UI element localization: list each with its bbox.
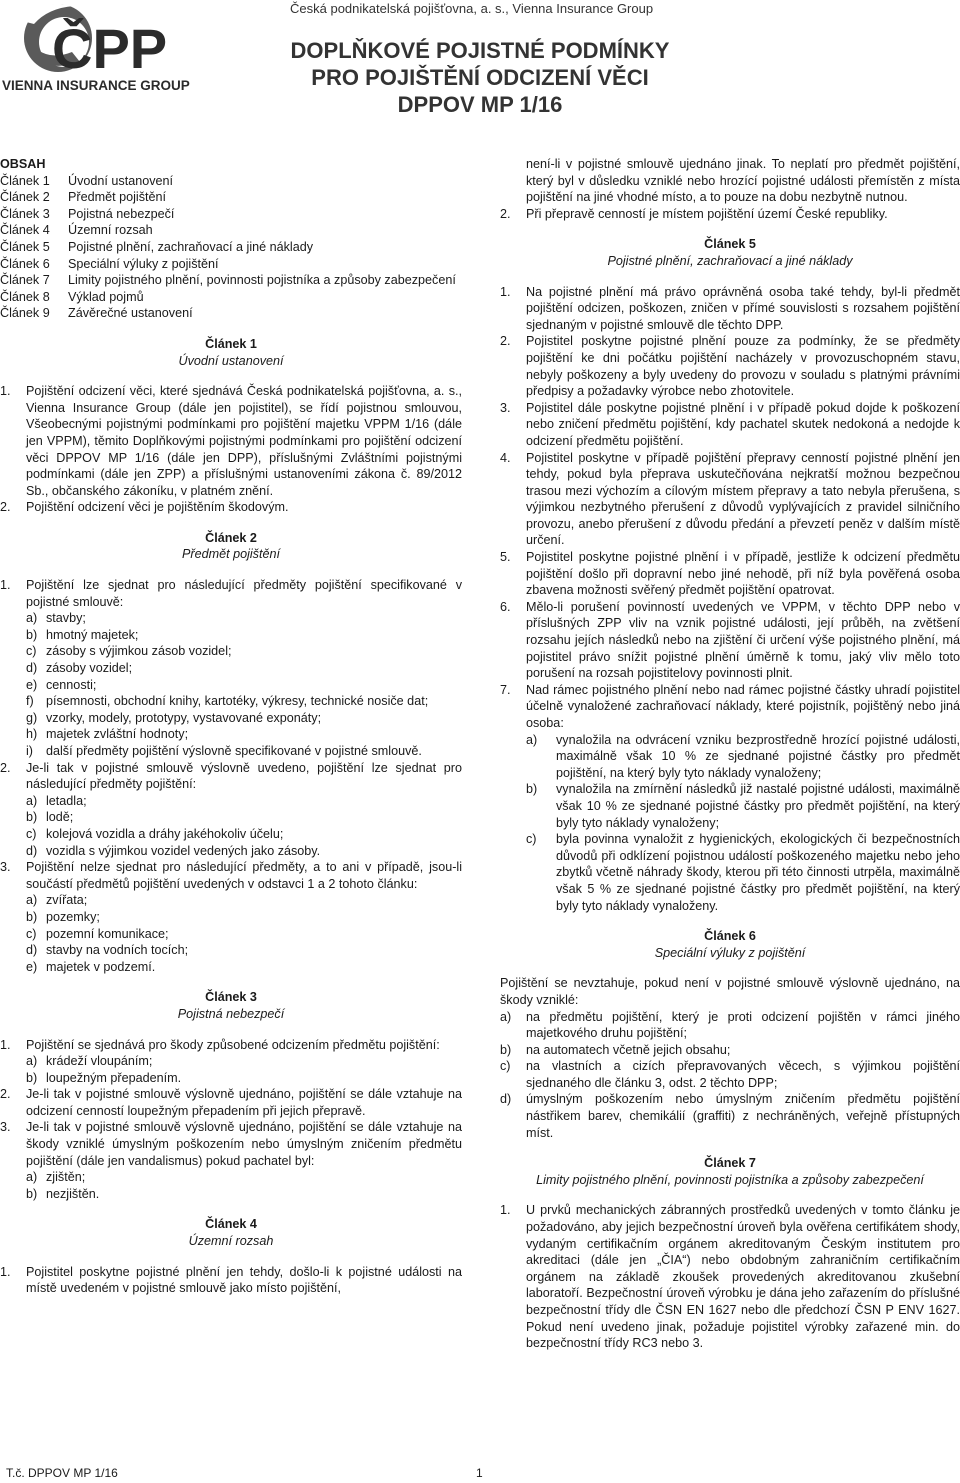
list-item: 6. Mělo-li porušení povinností uvedených ve VPPM, v těchto DPP nebo v příslušných ZPP vliv na vznik pojistné události, její průběh, na zvětšení rozsahu jejích následků nebo na zjištění či určení výše pojistného plnění, má pojistitel právo snížit pojistné plnění úměrně k tomu, jaký vliv mělo toto porušení na rozsah pojistitelovy povinnosti plnit. [500, 599, 960, 681]
toc-row: Článek 5 Pojistné plnění, zachraňovací a jiné náklady [0, 239, 314, 254]
article-subtitle: Úvodní ustanovení [178, 353, 284, 368]
article-subtitle: Předmět pojištění [181, 547, 280, 562]
sub-list [0, 610, 462, 759]
list-item: a) zvířata; [26, 893, 88, 908]
list-item: b) hmotný majetek; [26, 627, 139, 642]
list-item: b) nezjištěn. [26, 1186, 100, 1201]
list-item: d) stavby na vodních tocích; [26, 943, 189, 958]
article-number: Článek 3 [205, 990, 257, 1005]
sub-list [500, 732, 960, 915]
list-item: b) loupežným přepadením. [26, 1070, 182, 1085]
sub-list [0, 793, 462, 859]
article-5-list [500, 284, 960, 732]
list-item: a) letadla; [26, 793, 87, 808]
company-name: Česká podnikatelská pojišťovna, a. s., Vienna Insurance Group [290, 1, 654, 16]
list-item: c) zásoby s výjimkou zásob vozidel; [26, 644, 232, 659]
article-number: Článek 1 [205, 336, 257, 351]
toc-row: Článek 2 Předmět pojištění [0, 190, 167, 205]
list-item: 1. Na pojistné plnění má právo oprávněná osoba také tehdy, byl-li předmět pojištění odcizen, poškozen, zničen v přímé souvislosti s rozsahem pojištění sjednaným v pojistné smlouvě dle těchto DPP. [500, 284, 960, 332]
logo-text: ČPP [52, 17, 168, 80]
toc-row: Článek 3 Pojistná nebezpečí [0, 206, 175, 221]
toc-heading: OBSAH [0, 157, 46, 171]
list-item: a) krádeží vloupáním; [26, 1054, 153, 1069]
toc-row: Článek 1 Úvodní ustanovení [0, 173, 174, 188]
title-line-1: DOPLŇKOVÉ POJISTNÉ PODMÍNKY [290, 38, 670, 63]
company-logo [0, 0, 200, 96]
list-item: d) úmyslným poškozením nebo úmyslným zničením předmětu pojištění nástřikem barev, chemikálií (graffiti) z nechráněných, veřejně přístupných míst. [500, 1092, 960, 1140]
list-item: 5. Pojistitel poskytne pojistné plnění i v případě, jestliže k odcizení předmětu pojištění došlo při dopravní nebo jiné nehodě, při níž byla pověřená osoba zbavena možnosti svěřený předmět pojištění opatrovat. [500, 550, 960, 598]
list-item: e) majetek v podzemí. [26, 959, 156, 974]
list-item: 1. Pojištění odcizení věci, které sjednává Česká podnikatelská pojišťovna, a. s., Vienna Insurance Group (dále jen pojistitel), se řídí pojistnou smlouvou, Všeobecnými pojistnými podmínkami pro pojištění majetku VPPM 1/16 (dále jen VPPM), těmito Doplňkovými pojistnými podmínkami pro pojištění odcizení věci DPPOV MP 1/16 (dále jen DPP), příslušnými Zvláštními pojistnými podmínkami (dále jen ZPP) a příslušnými ustanoveními zákona č. 89/2012 Sb., občanského zákoníku, v platném znění. [0, 384, 462, 498]
article-subtitle: Pojistné plnění, zachraňovací a jiné náklady [607, 253, 853, 268]
article-subtitle: Pojistná nebezpečí [177, 1006, 285, 1021]
list-item: 2. Je-li tak v pojistné smlouvě výslovně uvedeno, pojištění lze sjednat pro následující předměty pojištění: [0, 760, 462, 792]
list-item: b) lodě; [26, 810, 74, 825]
paragraph: Pojištění se nevztahuje, pokud není v pojistné smlouvě výslovně ujednáno, na škody vzniklé: [500, 976, 960, 1007]
list-item: e) cennosti; [26, 677, 97, 692]
left-column [0, 156, 462, 1297]
list-item: b) pozemky; [26, 909, 100, 924]
article-subtitle: Limity pojistného plnění, povinnosti pojistníka a způsoby zabezpečení [536, 1172, 924, 1187]
list-item: a) zjištěn; [26, 1170, 86, 1185]
logo-subtitle: VIENNA INSURANCE GROUP [2, 78, 190, 93]
article-6-header [500, 928, 960, 961]
article-4-header [0, 1216, 462, 1249]
list-item: g) vzorky, modely, prototypy, vystavované exponáty; [26, 710, 322, 725]
toc-row: Článek 9 Závěrečné ustanovení [0, 306, 193, 321]
list-item: c) kolejová vozidla a dráhy jakéhokoliv účelu; [26, 826, 284, 841]
list-item: c) byla povinna vynaložit z hygienických, ekologických či bezpečnostních důvodů při odklízení pojistnou událostí poškozeného majetku nebo jeho zbytků včetně náhrady škody, kterou při této činnosti utrpěla, maximálně však 5 % ze sjednané pojistné částky pro předmět pojištění, na který byly tyto náklady vynaloženy. [526, 832, 960, 913]
list-item: d) zásoby vozidel; [26, 661, 133, 676]
list-item: f) písemnosti, obchodní knihy, kartotéky, výkresy, technické nosiče dat; [26, 694, 429, 709]
list-item: b) vynaložila na zmírnění následků již nastalé pojistné události, maximálně však 10 % ze sjednané pojistné částky pro předmět pojištění, na který byly tyto náklady vynaloženy; [526, 782, 960, 830]
list-item: d) vozidla s výjimkou vozidel vedených jako zásoby. [26, 843, 321, 858]
right-column [500, 156, 960, 1352]
list-item: 2. Pojištění odcizení věci je pojištěním škodovým. [0, 500, 289, 515]
list-item: 1. Pojištění se sjednává pro škody způsobené odcizením předmětu pojištění: [0, 1037, 440, 1052]
article-number: Článek 7 [704, 1156, 756, 1171]
toc-row: Článek 7 Limity pojistného plnění, povinnosti pojistníka a způsoby zabezpečení [0, 273, 456, 288]
page-number: 1 [476, 1466, 483, 1480]
list-item: h) majetek zvláštní hodnoty; [26, 727, 189, 742]
article-6-list [500, 1009, 960, 1142]
list-item: c) pozemní komunikace; [26, 926, 169, 941]
list-item: 4. Pojistitel poskytne v případě pojištění přepravy cenností pojistné plnění jen tehdy, pokud byla přeprava uskutečňována nejkratší možnou bezpečnou trasou mezi výchozím a cílovým místem přepravy a tato nebyla přerušena, s výjimkou nezbytného přerušení z důvodů vyplývajících z pravidel silničního provozu, anebo přerušení z důvodu předání a převzetí peněz v dalším místě určení. [500, 450, 960, 548]
list-item: 1. U prvků mechanických zábranných prostředků uvedených v tomto článku je požadováno, aby jejich bezpečnostní úroveň byla ověřena certifikátem shody, vydaným certifikačním orgánem akreditovaným Českým institutem pro akreditaci (dále jen „ČIA“) nebo obdobným zahraničním certifikačním orgánem na základě zkoušek provedených akreditovanou zkušební laboratoří. Bezpečnostní úroveň výrobku je dána jeho zařazením do příslušné bezpečnostní třídy dle ČSN EN 1627 nebo dle předchozí ČSN P ENV 1627. Pokud není uvedeno jinak, požaduje pojistitel výrobky zařazené min. do bezpečnostní třídy RC3 nebo 3. [500, 1203, 960, 1351]
list-item: a) na předmětu pojištění, který je proti odcizení pojištěn v rámci jiného majetkového druhu pojištění; [500, 1009, 960, 1041]
sub-list [0, 1169, 462, 1202]
document-title [290, 37, 670, 118]
article-7-list [500, 1202, 960, 1351]
article-3-header [0, 989, 462, 1022]
list-item: a) stavby; [26, 611, 86, 626]
list-item: i) další předměty pojištění výslovně specifikované v pojistné smlouvě. [26, 744, 422, 758]
list-item: 3. Je-li tak v pojistné smlouvě výslovně ujednáno, pojištění se dále vztahuje na škody vzniklé úmyslným poškozením nebo úmyslným zničením předmětu pojištění (dále jen vandalismus) pokud pachatel byl: [0, 1120, 462, 1168]
table-of-contents [0, 173, 462, 322]
article-number: Článek 5 [704, 237, 756, 252]
list-item: 2. Pojistitel poskytne pojistné plnění pouze za podmínky, že se předměty pojištění ke dni počátku pojištění nacházely v provozuschopném stavu, nebyly poškozeny a byly uvedeny do provozu v souladu s platnými právními předpisy a požadavky výrobce nebo zhotovitele. [500, 334, 960, 399]
list-item: b) na automatech včetně jejich obsahu; [500, 1042, 731, 1057]
article-number: Článek 6 [704, 929, 756, 944]
toc-row: Článek 8 Výklad pojmů [0, 289, 144, 304]
list-item: 2. Je-li tak v pojistné smlouvě výslovně ujednáno, pojištění se dále vztahuje na odcizení cenností loupežným přepadením při jejich přepravě. [0, 1087, 462, 1118]
list-item: c) na vlastních a cizích přepravovaných věcech, s výjimkou pojištění sjednaného dle článku 3, odst. 2 těchto DPP; [500, 1059, 960, 1090]
toc-row: Článek 4 Územní rozsah [0, 223, 153, 238]
list-item: 3. Pojistitel dále poskytne pojistné plnění i v případě pokud dojde k poškození nebo zničení předmětu pojištění, kdy pachatel skutek nedokoná a nedojde k odcizení předmětu pojištění. [500, 400, 960, 448]
list-item: 1. Pojistitel poskytne pojistné plnění jen tehdy, došlo-li k pojistné události na místě uvedeném v pojistné smlouvě jako místo pojištění, [0, 1264, 462, 1296]
list-item-continued: není-li v pojistné smlouvě ujednáno jinak. To neplatí pro předmět pojištění, který byl v důsledku vzniklé nebo hrozící pojistné události přemístěn z místa pojištění na jiné vhodné místo, a to pouze na dobu nezbytně nutnou. [526, 157, 960, 205]
footer-code: T.č. DPPOV MP 1/16 [6, 1466, 118, 1480]
list-item: 7. Nad rámec pojistného plnění nebo nad rámec pojistné částky uhradí pojistitel účelně vynaložené zachraňovací náklady, které pojistník, pojištěný nebo jiná osoba: [500, 682, 960, 730]
article-number: Článek 2 [205, 530, 257, 545]
sub-list [0, 1053, 462, 1086]
article-1-header [0, 336, 462, 369]
article-7-header [500, 1155, 960, 1188]
sub-list [0, 892, 462, 975]
list-item: 2. Při přepravě cenností je místem pojištění území České republiky. [500, 206, 888, 221]
toc-row: Článek 6 Speciální výluky z pojištění [0, 256, 219, 271]
title-line-3: DPPOV MP 1/16 [397, 92, 563, 117]
article-subtitle: Speciální výluky z pojištění [654, 945, 806, 960]
title-line-2: PRO POJIŠTĚNÍ ODCIZENÍ VĚCI [311, 65, 649, 90]
article-5-header [500, 236, 960, 269]
list-item: 1. Pojištění lze sjednat pro následující předměty pojištění specifikované v pojistné smlouvě: [0, 578, 462, 609]
list-item: a) vynaložila na odvrácení vzniku bezprostředně hrozící pojistné události, maximálně však 10 % ze sjednané pojistné částky pro předmět pojištění, na který byly tyto náklady vynaloženy; [526, 732, 960, 780]
article-number: Článek 4 [205, 1217, 257, 1232]
article-2-header [0, 530, 462, 563]
article-subtitle: Územní rozsah [188, 1234, 274, 1249]
list-item: 3. Pojištění nelze sjednat pro následující předměty, a to ani v případě, jsou-li součástí předmětů pojištění uvedených v odstavci 1 a 2 tohoto článku: [0, 860, 462, 891]
